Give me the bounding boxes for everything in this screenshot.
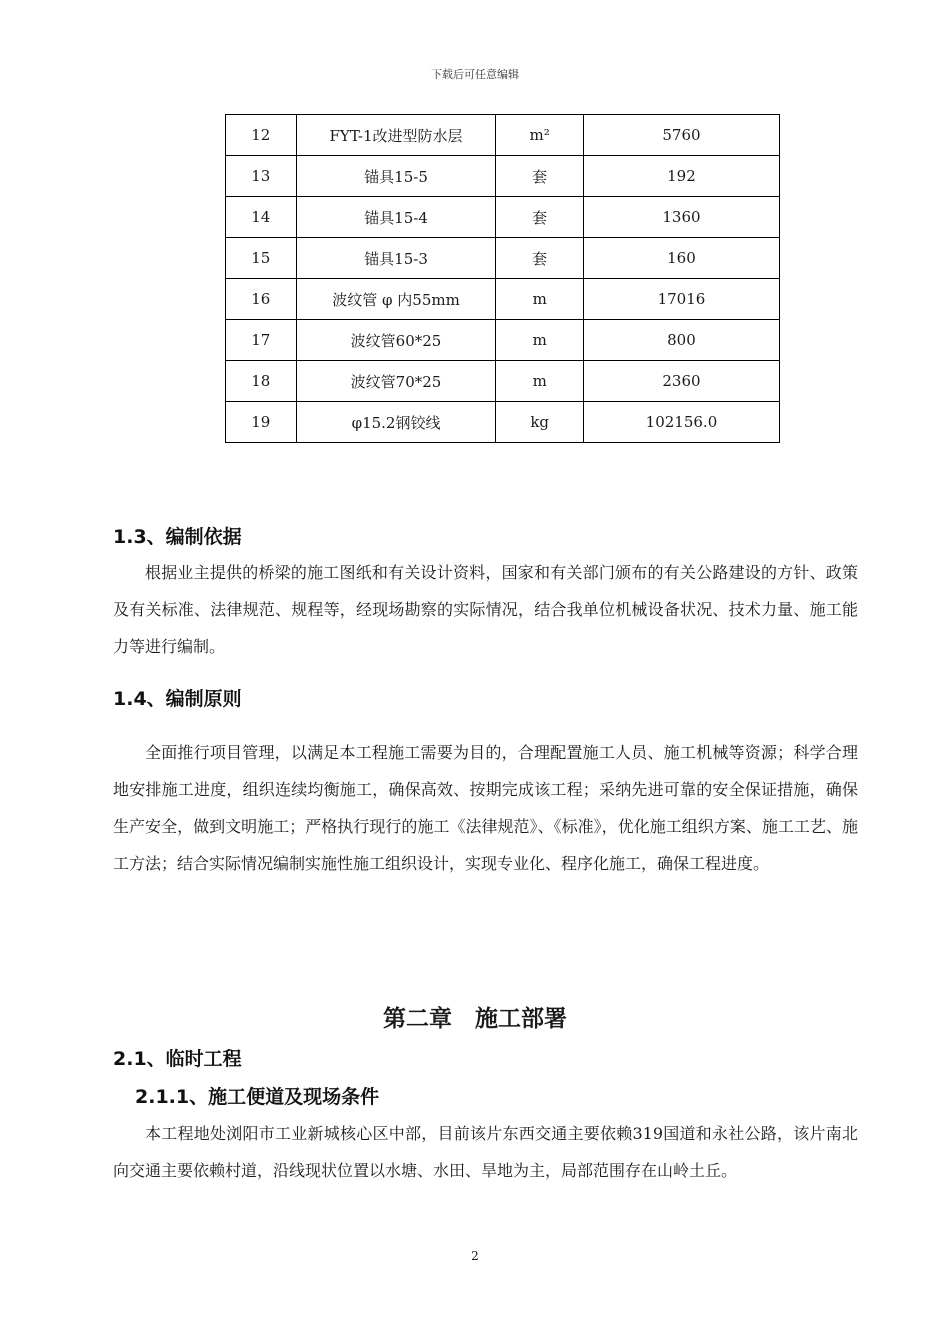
row-number: 15: [226, 238, 297, 279]
item-name: 波纹管 φ 内55mm: [296, 279, 496, 320]
row-number: 17: [226, 320, 297, 361]
item-quantity: 17016: [583, 279, 779, 320]
item-unit: m: [496, 279, 583, 320]
section-heading-1-4: 1.4、编制原则: [113, 688, 242, 710]
row-number: 18: [226, 361, 297, 402]
table-row: [226, 115, 780, 156]
item-unit: 套: [496, 238, 583, 279]
item-unit: m: [496, 361, 583, 402]
item-quantity: 800: [583, 320, 779, 361]
item-name: 锚具15-4: [296, 197, 496, 238]
table-row: [226, 279, 780, 320]
section-heading-2-1-1: 2.1.1、施工便道及现场条件: [135, 1086, 380, 1108]
table-row: [226, 156, 780, 197]
item-unit: m²: [496, 115, 583, 156]
chapter-title: 第二章 施工部署: [383, 1006, 567, 1032]
item-quantity: 1360: [583, 197, 779, 238]
table-row: [226, 197, 780, 238]
item-name: 锚具15-5: [296, 156, 496, 197]
item-unit: m: [496, 320, 583, 361]
item-unit: kg: [496, 402, 583, 443]
item-name: 锚具15-3: [296, 238, 496, 279]
row-number: 12: [226, 115, 297, 156]
item-quantity: 192: [583, 156, 779, 197]
page-header: 下载后可任意编辑: [431, 68, 519, 81]
section-body-1-4: 全面推行项目管理，以满足本工程施工需要为目的，合理配置施工人员、施工机械等资源；科学合理地安排施工进度，组织连续均衡施工，确保高效、按期完成该工程；采纳先进可靠的安全保证措施，确保生产安全，做到文明施工；严格执行现行的施工《法律规范》、《标准》，优化施工组织方案、施工工艺、施工方法；结合实际情况编制实施性施工组织设计，实现专业化、程序化施工，确保工程进度。: [113, 743, 858, 873]
item-unit: 套: [496, 197, 583, 238]
page-number: 2: [471, 1249, 479, 1263]
table-row: [226, 361, 780, 402]
item-quantity: 160: [583, 238, 779, 279]
row-number: 14: [226, 197, 297, 238]
item-quantity: 5760: [583, 115, 779, 156]
item-unit: 套: [496, 156, 583, 197]
row-number: 19: [226, 402, 297, 443]
materials-table: [225, 114, 780, 443]
item-quantity: 2360: [583, 361, 779, 402]
section-heading-1-3: 1.3、编制依据: [113, 526, 242, 548]
section-heading-2-1: 2.1、临时工程: [113, 1048, 242, 1070]
table-row: [226, 402, 780, 443]
item-name: FYT-1改进型防水层: [296, 115, 496, 156]
item-name: 波纹管70*25: [296, 361, 496, 402]
section-body-2-1-1: 本工程地处浏阳市工业新城核心区中部，目前该片东西交通主要依赖319国道和永社公路，该片南北向交通主要依赖村道，沿线现状位置以水塘、水田、旱地为主，局部范围存在山岭土丘。: [113, 1124, 858, 1180]
table-row: [226, 238, 780, 279]
item-name: 波纹管60*25: [296, 320, 496, 361]
table-row: [226, 320, 780, 361]
section-body-1-3: 根据业主提供的桥梁的施工图纸和有关设计资料，国家和有关部门颁布的有关公路建设的方针、政策及有关标准、法律规范、规程等，经现场勘察的实际情况，结合我单位机械设备状况、技术力量、施工能力等进行编制。: [113, 563, 858, 656]
item-name: φ15.2钢铰线: [296, 402, 496, 443]
row-number: 16: [226, 279, 297, 320]
row-number: 13: [226, 156, 297, 197]
item-quantity: 102156.0: [583, 402, 779, 443]
